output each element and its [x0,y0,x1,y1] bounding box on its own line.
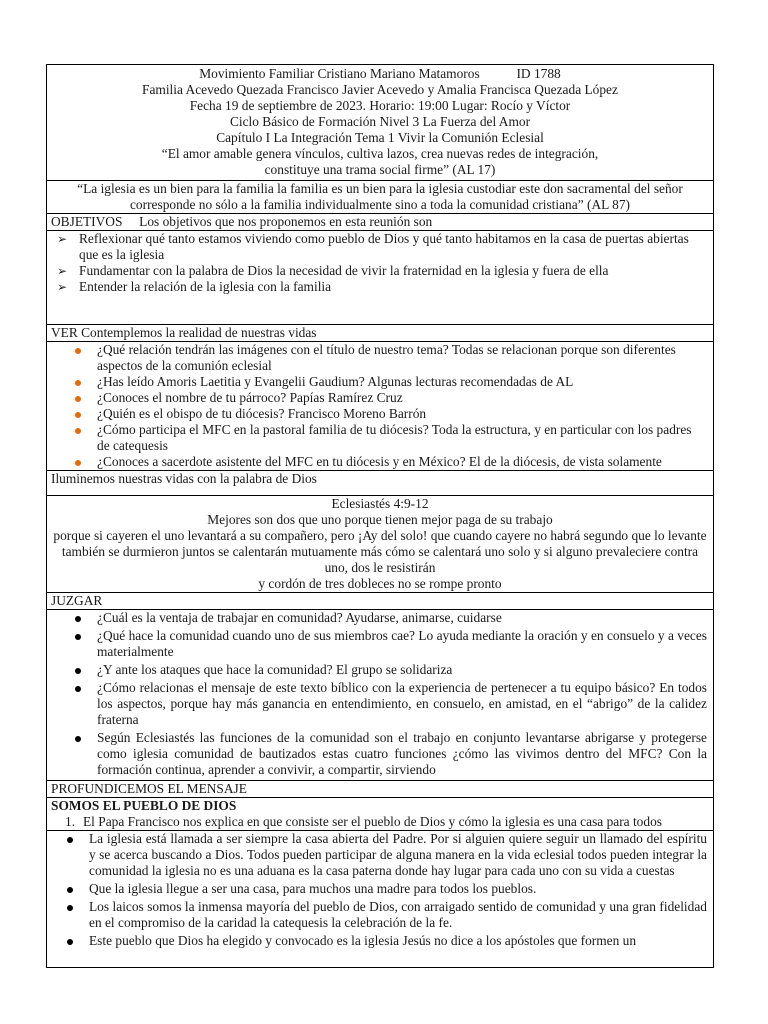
profundicemos-item: Este pueblo que Dios ha elegido y convocado es la iglesia Jesús no dice a los apóstoles que formen un [89,933,707,949]
ver-item: ¿Conoces a sacerdote asistente del MFC en tu diócesis y en México? El de la diócesis, de vista solamente [97,454,707,470]
ver-section [47,342,713,471]
bible-verse-3: y cordón de tres dobleces no se rompe pronto [258,576,502,591]
profundicemos-section [47,831,713,949]
pueblo-de-dios-section [47,798,713,831]
objetivos-heading: OBJETIVOS Los objetivos que nos proponemos en esta reunión son [47,214,713,231]
header-line-org: Movimiento Familiar Cristiano Mariano Matamoros ID 1788 [199,66,561,81]
numbered-item [47,814,713,830]
juzgar-item: ¿Y ante los ataques que hace la comunidad? El grupo se solidariza [97,662,707,678]
juzgar-item: Según Eclesiastés las funciones de la comunidad son el trabajo en conjunto levantarse abrigarse y protegerse como iglesia comunidad de bautizados estas cuatro funciones ¿cómo las vivimos dentro del MFC? Con la formación continua, aprender a convivir, a compartir, sirviendo [97,730,707,777]
profundicemos-list [47,831,713,949]
juzgar-item: ¿Cuál es la ventaja de trabajar en comunidad? Ayudarse, animarse, cuidarse [97,610,707,626]
objetivos-list [47,231,713,295]
objetivo-item: ➢ Reflexionar qué tanto estamos viviendo como pueblo de Dios y qué tanto habitamos en la casa de puertas abiertas que es la iglesia [79,231,707,263]
profundicemos-item: La iglesia está llamada a ser siempre la casa abierta del Padre. Por si alguien quiere seguir un llamado del espíritu y se acerca buscando a Dios. Todos pueden participar de alguna manera en la vida eclesial todos pueden integrar la comunidad la iglesia no es una aduana es la casa paterna donde hay lugar para cada uno con su vida a cuestas [89,831,707,878]
objetivo-item: ➢ Fundamentar con la palabra de Dios la necesidad de vivir la fraternidad en la iglesia y fuera de ella [79,263,707,279]
profundicemos-item: Los laicos somos la inmensa mayoría del pueblo de Dios, con arraigado sentido de comunidad y una gran fidelidad en el compromiso de la caridad la catequesis la celebración de la fe. [89,899,707,930]
bible-reference: Eclesiastés 4:9-12 [331,496,429,511]
header-section [47,65,713,181]
ver-item: ¿Cómo participa el MFC en la pastoral familia de tu diócesis? Toda la estructura, y en particular con los padres de catequesis [97,422,707,454]
objetivo-item: ➢ Entender la relación de la iglesia con la familia [79,279,707,295]
juzgar-heading: JUZGAR [47,593,713,610]
ver-item: ¿Qué relación tendrán las imágenes con el título de nuestro tema? Todas se relacionan porque son diferentes aspectos de la comunión eclesial [97,342,707,374]
numbered-item-number: 1. [65,814,76,829]
iluminemos-heading: Iluminemos nuestras vidas con la palabra de Dios [47,471,713,496]
juzgar-section [47,610,713,781]
header-line-quote-1: “El amor amable genera vínculos, cultiva lazos, crea nuevas redes de integración, [161,146,599,161]
ver-heading: VER Contemplemos la realidad de nuestras vidas [47,325,713,342]
profundicemos-item: Que la iglesia llegue a ser una casa, para muchos una madre para todos los pueblos. [89,881,707,897]
header-line-family: Familia Acevedo Quezada Francisco Javier Acevedo y Amalia Francisca Quezada López [142,82,618,97]
juzgar-list [47,610,713,778]
ver-item: ¿Has leído Amoris Laetitia y Evangelii Gaudium? Algunas lecturas recomendadas de AL [97,374,707,390]
bible-verse-2: porque si cayeren el uno levantará a su compañero, pero ¡Ay del solo! que cuando cayere no habrá segundo que lo levante también se durmieron juntos se calentarán mutuamente más cómo se calentará uno solo y si alguno prevaleciere contra uno, dos le resistirán [53,528,707,575]
bible-reading-section [47,496,713,593]
objetivos-section [47,231,713,325]
header-line-chapter: Capítulo I La Integración Tema 1 Vivir la Comunión Eclesial [216,130,544,145]
ver-list [47,342,713,470]
pueblo-de-dios-title: SOMOS EL PUEBLO DE DIOS [51,798,237,813]
header-line-quote-2: constituye una trama social firme” (AL 17) [264,162,496,177]
bible-verse-1: Mejores son dos que uno porque tienen mejor paga de su trabajo [207,512,553,527]
juzgar-item: ¿Qué hace la comunidad cuando uno de sus miembros cae? Lo ayuda mediante la oración y en consuelo y a veces materialmente [97,628,707,659]
profundicemos-heading: PROFUNDICEMOS EL MENSAJE [47,781,713,798]
header-line-cycle: Ciclo Básico de Formación Nivel 3 La Fuerza del Amor [229,114,531,129]
ver-item: ¿Quién es el obispo de tu diócesis? Francisco Moreno Barrón [97,406,707,422]
quote-row: “La iglesia es un bien para la familia la familia es un bien para la iglesia custodiar este don sacramental del señor corresponde no sólo a la familia individualmente sino a toda la comunidad cristiana” (AL 87) [47,181,713,214]
numbered-item-text: El Papa Francisco nos explica en que consiste ser el pueblo de Dios y cómo la iglesia es una casa para todos [83,814,662,829]
juzgar-item: ¿Cómo relacionas el mensaje de este texto bíblico con la experiencia de pertenecer a tu equipo básico? En todos los aspectos, porque hay más ganancia en entendimiento, en consuelo, en amistad, en el “abrigo” de la calidez fraterna [97,680,707,727]
document-table [46,64,714,968]
ver-item: ¿Conoces el nombre de tu párroco? Papías Ramírez Cruz [97,390,707,406]
header-line-date: Fecha 19 de septiembre de 2023. Horario: 19:00 Lugar: Rocío y Víctor [189,98,571,113]
